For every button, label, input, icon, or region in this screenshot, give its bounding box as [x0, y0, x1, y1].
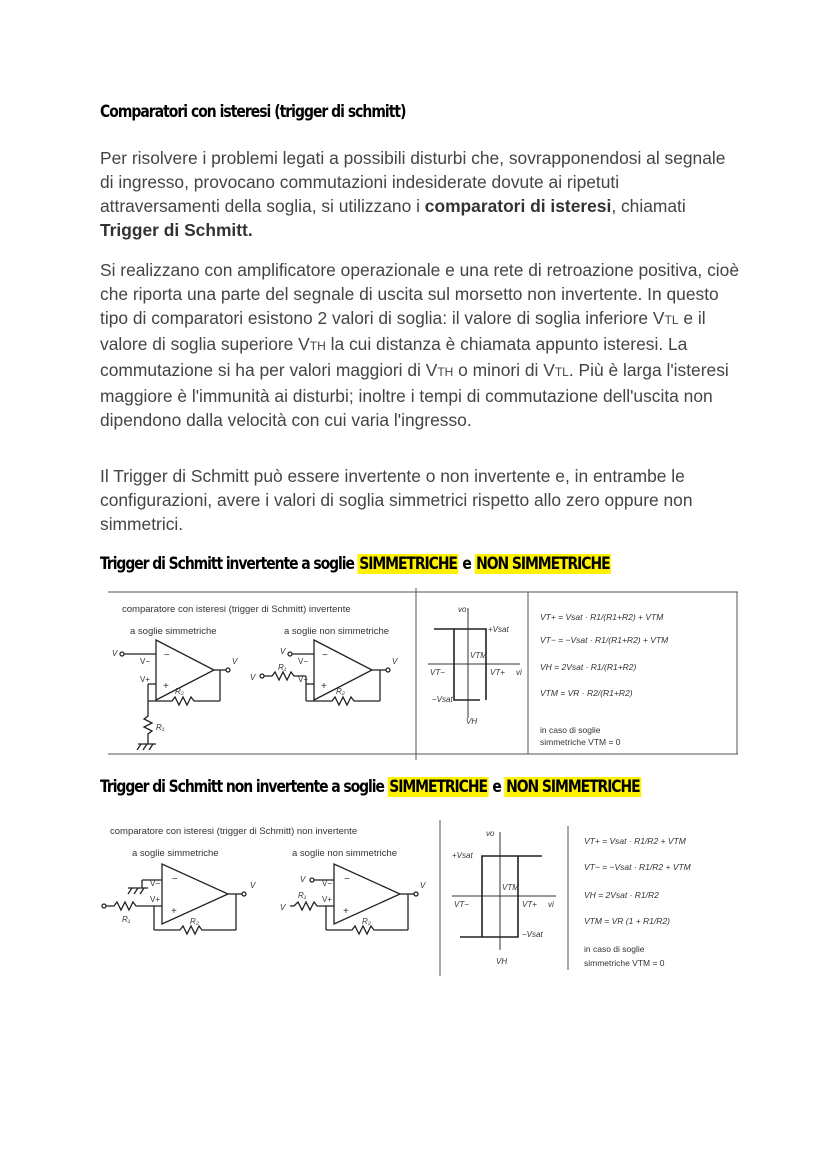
svg-text:VT− = −Vsat · R1/R2 + VTM: VT− = −Vsat · R1/R2 + VTM: [584, 862, 691, 872]
svg-text:simmetriche VTM = 0: simmetriche VTM = 0: [540, 737, 621, 747]
svg-text:VTM: VTM: [502, 883, 519, 892]
label-symmetric: a soglie simmetriche: [132, 848, 219, 859]
text: . Più è larga l'isteresi maggiore è l'immunità ai disturbi; inoltre i tempi di commutazione dell'uscita non dipendono dalla velocità con cui varia l'ingresso.: [100, 360, 729, 430]
svg-text:V: V: [300, 875, 306, 884]
formulas-non-inverting: [584, 836, 692, 926]
svg-text:+: +: [321, 681, 327, 692]
svg-text:vi: vi: [516, 668, 522, 677]
svg-text:VH = 2Vsat · R1/(R1+R2): VH = 2Vsat · R1/(R1+R2): [540, 662, 637, 672]
svg-text:VT−: VT−: [430, 668, 445, 677]
subscript: TL: [554, 365, 569, 379]
svg-text:V−: V−: [322, 879, 333, 888]
op-amp-non-symmetric: [290, 864, 418, 934]
svg-text:−Vsat: −Vsat: [522, 930, 543, 939]
figure-caption: comparatore con isteresi (trigger di Schmitt) invertente: [122, 604, 351, 615]
text: e il valore di soglia superiore V: [100, 308, 706, 354]
svg-text:vo: vo: [486, 829, 495, 838]
svg-text:R₂: R₂: [175, 687, 184, 696]
label-non-symmetric: a soglie non simmetriche: [284, 626, 390, 637]
bold-term: Trigger di Schmitt.: [100, 220, 253, 240]
label-non-symmetric: a soglie non simmetriche: [292, 848, 398, 859]
text: Per risolvere i problemi legati a possibili disturbi che, sovrapponendosi al segnale di ingresso, provocano commutazioni indesiderate dovute ai ripetuti attraversamenti della soglia, si utilizzano i: [100, 148, 726, 216]
svg-text:V−: V−: [298, 657, 309, 666]
highlight: SIMMETRICHE: [389, 777, 487, 797]
svg-text:VT− = −Vsat · R1/(R1+R2) + VTM: VT− = −Vsat · R1/(R1+R2) + VTM: [540, 635, 669, 645]
svg-text:+: +: [163, 681, 169, 692]
svg-text:VH: VH: [496, 957, 508, 966]
svg-text:V−: V−: [140, 657, 151, 666]
svg-text:V: V: [280, 647, 286, 656]
svg-text:VT+ = Vsat · R1/R2 + VTM: VT+ = Vsat · R1/R2 + VTM: [584, 836, 686, 846]
paragraph-intro: [100, 146, 740, 242]
svg-text:V: V: [232, 657, 238, 666]
svg-text:VTM = VR · R2/(R1+R2): VTM = VR · R2/(R1+R2): [540, 688, 633, 698]
svg-text:−: −: [344, 874, 350, 885]
svg-text:simmetriche VTM = 0: simmetriche VTM = 0: [584, 958, 665, 968]
subscript: TL: [664, 313, 679, 327]
svg-text:+: +: [171, 906, 177, 917]
figure-non-inverting-schmitt: [100, 818, 720, 978]
svg-text:V+: V+: [322, 895, 333, 904]
svg-text:V: V: [392, 657, 398, 666]
highlight: NON SIMMETRICHE: [506, 777, 640, 797]
svg-text:V+: V+: [150, 895, 161, 904]
svg-text:V: V: [250, 673, 256, 682]
bold-term: comparatori di isteresi: [424, 196, 612, 216]
paragraph-types: Il Trigger di Schmitt può essere invertente o non invertente e, in entrambe le configurazioni, avere i valori di soglia simmetrici rispetto allo zero oppure non simmetrici.: [100, 466, 693, 534]
svg-text:VTM = VR (1 + R1/R2): VTM = VR (1 + R1/R2): [584, 916, 670, 926]
svg-text:R₁: R₁: [278, 663, 287, 672]
svg-text:+Vsat: +Vsat: [452, 851, 473, 860]
svg-text:−: −: [172, 874, 178, 885]
svg-text:VH = 2Vsat · R1/R2: VH = 2Vsat · R1/R2: [584, 890, 659, 900]
svg-text:VT+: VT+: [490, 668, 505, 677]
highlight: SIMMETRICHE: [359, 554, 457, 574]
svg-text:VT+: VT+: [522, 900, 537, 909]
svg-text:VH: VH: [466, 717, 478, 726]
svg-text:+Vsat: +Vsat: [488, 625, 509, 634]
page-title: Comparatori con isteresi (trigger di schmitt): [100, 102, 406, 122]
subscript: TH: [309, 339, 326, 353]
text: la cui distanza è chiamata appunto isteresi. La commutazione si ha per valori maggiori di V: [100, 334, 688, 380]
text: Si realizzano con amplificatore operazionale e una rete di retroazione positiva, cioè che riporta una parte del segnale di uscita sul morsetto non invertente. In questo tipo di comparatori esistono 2 valori di soglia: il valore di soglia inferiore V: [100, 260, 739, 328]
figure-inverting-schmitt: [108, 588, 738, 760]
highlight: NON SIMMETRICHE: [476, 554, 610, 574]
svg-text:V: V: [420, 881, 426, 890]
svg-text:R₂: R₂: [362, 917, 371, 926]
paragraph-description: [100, 258, 740, 432]
svg-text:vo: vo: [458, 605, 467, 614]
label-symmetric: a soglie simmetriche: [130, 626, 217, 637]
text: , chiamati: [611, 196, 686, 216]
svg-text:R₂: R₂: [190, 917, 199, 926]
svg-text:V+: V+: [140, 675, 151, 684]
svg-text:V: V: [250, 881, 256, 890]
svg-text:−: −: [164, 650, 170, 661]
subscript: TH: [437, 365, 454, 379]
svg-text:in caso di soglie: in caso di soglie: [584, 944, 645, 954]
svg-text:V−: V−: [150, 879, 161, 888]
section-heading-inverting: Trigger di Schmitt invertente a soglie SIMMETRICHE e NON SIMMETRICHE: [100, 554, 610, 574]
svg-text:VT−: VT−: [454, 900, 469, 909]
svg-text:V+: V+: [298, 675, 309, 684]
svg-text:vi: vi: [548, 900, 554, 909]
svg-text:R₂: R₂: [336, 687, 345, 696]
svg-text:−: −: [322, 650, 328, 661]
svg-text:V: V: [112, 649, 118, 658]
figure-caption: comparatore con isteresi (trigger di Schmitt) non invertente: [110, 826, 358, 837]
svg-text:−Vsat: −Vsat: [432, 695, 453, 704]
svg-text:VT+ = Vsat · R1/(R1+R2) + VTM: VT+ = Vsat · R1/(R1+R2) + VTM: [540, 612, 664, 622]
svg-text:R₁: R₁: [298, 891, 307, 900]
svg-text:in caso di soglie: in caso di soglie: [540, 725, 601, 735]
section-heading-non-inverting: Trigger di Schmitt non invertente a soglie SIMMETRICHE e NON SIMMETRICHE: [100, 777, 640, 797]
formulas-inverting: [540, 612, 669, 698]
text: o minori di V: [453, 360, 555, 380]
svg-text:+: +: [343, 906, 349, 917]
svg-text:R₁: R₁: [156, 723, 165, 732]
svg-text:V: V: [280, 903, 286, 912]
svg-text:VTM: VTM: [470, 651, 487, 660]
svg-text:R₁: R₁: [122, 915, 131, 924]
